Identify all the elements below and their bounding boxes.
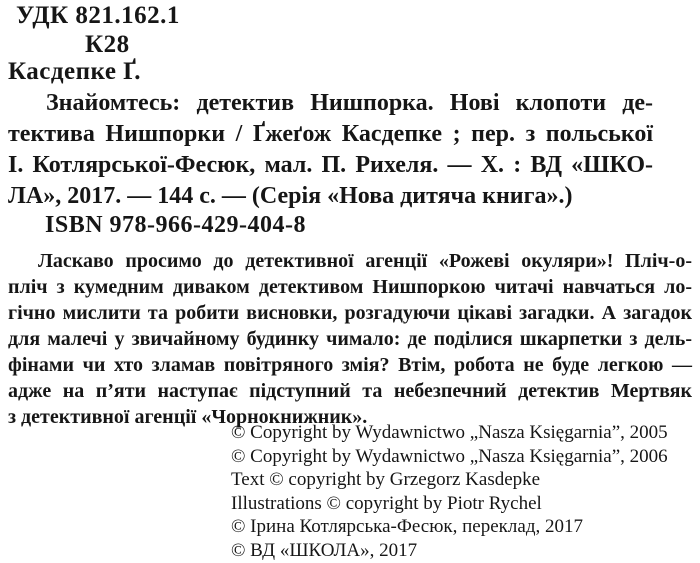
bibliographic-line: Знайомтесь: детектив Нишпорка. Нові клопоти де-	[46, 90, 653, 116]
author-heading: Касдепке Ґ.	[8, 58, 141, 85]
copyright-line: © Copyright by Wydawnictwo „Nasza Księgarnia”, 2006	[231, 445, 668, 467]
annotation-line: для малечі у звичайному будинку чимало: де поділися шкарпетки з дель-	[8, 328, 692, 350]
isbn-number: ISBN 978-966-429-404-8	[45, 212, 306, 238]
copyright-line: © Copyright by Wydawnictwo „Nasza Księgarnia”, 2005	[231, 422, 668, 443]
udk-classification: УДК 821.162.1	[16, 2, 180, 29]
copyright-line: Text © copyright by Grzegorz Kasdepke	[231, 469, 541, 490]
copyright-line: © ВД «ШКОЛА», 2017	[231, 539, 418, 561]
annotation-line: гічно мислити та робити висновки, розгадуючи цікаві загадки. А загадок	[8, 302, 692, 324]
bibliographic-line: тектива Нишпорки / Ґжеґож Касдепке ; пер. з польської	[8, 121, 653, 147]
copyright-line: Illustrations © copyright by Piotr Rychel	[231, 492, 542, 514]
bibliographic-line: ЛА», 2017. — 144 с. — (Серія «Нова дитяча книга».)	[8, 183, 573, 209]
bibliographic-description	[8, 88, 653, 212]
copyright-block	[231, 421, 668, 562]
bibliographic-line: І. Котлярської-Фесюк, мал. П. Рихеля. — Х. : ВД «ШКО-	[8, 152, 653, 178]
author-mark: К28	[85, 31, 130, 58]
annotation-line: адже на п’яти наступає підступний та небезпечний детектив Мертвяк	[8, 380, 692, 402]
annotation-line: з детективної агенції «Чорнокнижник».	[8, 406, 368, 428]
annotation-line: пліч з кумедним диваком детективом Нишпоркою читачі навчаться ло-	[8, 276, 692, 298]
annotation-line: Ласкаво просимо до детективної агенції «Рожеві окуляри»! Пліч-о-	[38, 250, 692, 272]
annotation-paragraph	[8, 248, 692, 430]
annotation-line: фінами чи хто зламав повітряного змія? Втім, робота не буде легкою —	[8, 354, 692, 376]
copyright-line: © Ірина Котлярська-Фесюк, переклад, 2017	[231, 516, 583, 537]
